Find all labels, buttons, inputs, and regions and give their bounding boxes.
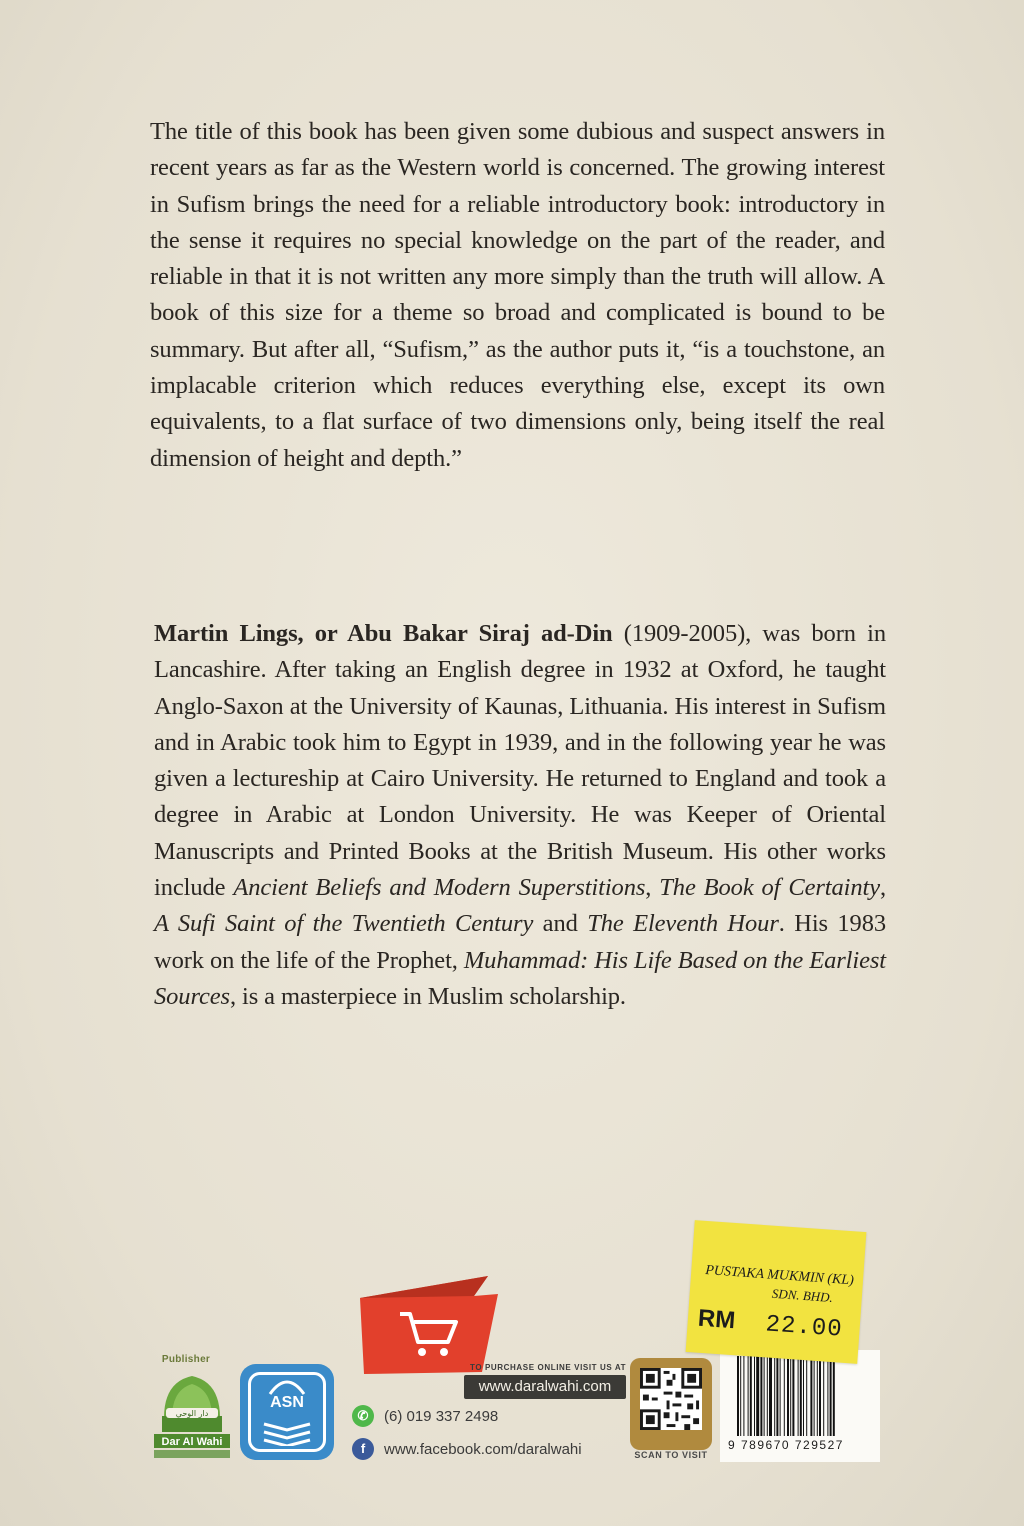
- currency-label: RM: [697, 1304, 737, 1335]
- store-name: PUSTAKA MUKMIN (KL): [704, 1263, 855, 1289]
- facebook-row: [352, 1438, 582, 1460]
- facebook-link[interactable]: www.facebook.com/daralwahi: [384, 1440, 582, 1458]
- price-value: 22.00: [764, 1311, 844, 1344]
- isbn-number: 9 789670 729527: [728, 1438, 844, 1452]
- phone-row: [352, 1405, 498, 1427]
- qr-code-icon[interactable]: [640, 1368, 702, 1430]
- store-suffix: SDN. BHD.: [771, 1285, 834, 1305]
- phone-number[interactable]: (6) 019 337 2498: [384, 1407, 499, 1425]
- website-link[interactable]: www.daralwahi.com: [464, 1375, 626, 1399]
- bio-text: (1909-2005), was born in Lancashire. After taking an English degree in 1932 at Oxford, he taught Anglo-Saxon at the University of Kaunas, Lithuania. His interest in Sufism and in Arabic took him to Egypt in 1939, and in the following year he was given a lectureship at Cairo University. He returned to England and took a degree in Arabic at London University. He was Keeper of Oriental Manuscripts and Printed Books at the British Museum. His other works include: [154, 620, 886, 902]
- barcode-icon: [735, 1356, 873, 1438]
- facebook-icon: f: [352, 1438, 374, 1460]
- shopping-cart-icon: [356, 1268, 506, 1378]
- bio-text: , is a masterpiece in Muslim scholarship.: [229, 982, 626, 1010]
- bio-text: . His 1983 work on the life of the Prophet,: [154, 910, 886, 974]
- work-title: A Sufi Saint of the Twentieth Century: [154, 910, 534, 938]
- price-sticker: [686, 1220, 867, 1364]
- author-bio: [154, 616, 886, 1015]
- bio-separator: ,: [879, 874, 887, 902]
- asn-logo-text: ASN: [270, 1394, 304, 1411]
- work-title: Ancient Beliefs and Modern Superstitions: [233, 874, 646, 902]
- bio-separator: ,: [645, 874, 660, 902]
- whatsapp-icon: ✆: [352, 1405, 374, 1427]
- asn-logo-icon: [240, 1364, 334, 1460]
- logo-arabic-text: دار الوحي: [175, 1409, 209, 1418]
- scan-to-visit-label: SCAN TO VISIT: [634, 1450, 708, 1460]
- work-title: Muhammad: His Life Based on the Earliest Sources: [154, 946, 886, 1010]
- work-title: The Book of Certainty: [659, 874, 880, 902]
- logo-name-text: Dar Al Wahi: [161, 1436, 223, 1448]
- book-blurb: The title of this book has been given some dubious and suspect answers in recent years as far as the Western world is concerned. The growing interest in Sufism brings the need for a reliable introductory book: introductory in the sense it requires no special knowledge on the part of the reader, and reliable in that it is not written any more simply than the truth will allow. A book of this size for a theme so broad and complicated is bound to be summary. But after all, “Sufism,” as the author puts it, “is a touchstone, an implacable criterion which reduces everything else, except its own equivalents, to a flat surface of two dimensions only, being itself the real dimension of height and depth.”: [150, 118, 885, 472]
- purchase-online-label: TO PURCHASE ONLINE VISIT US AT: [470, 1363, 627, 1372]
- publisher-label: Publisher: [161, 1354, 211, 1365]
- bio-separator: and: [533, 910, 588, 938]
- work-title: The Eleventh Hour: [587, 910, 779, 938]
- author-name: Martin Lings, or Abu Bakar Siraj ad-Din: [154, 620, 613, 647]
- dar-al-wahi-logo-icon: [150, 1368, 234, 1460]
